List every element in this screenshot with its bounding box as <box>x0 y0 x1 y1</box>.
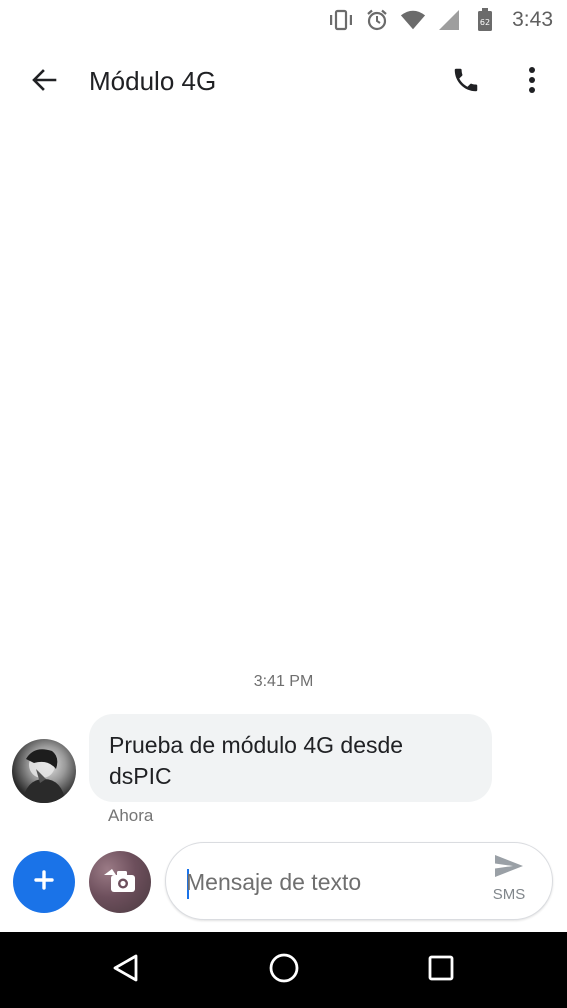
app-bar <box>0 44 567 120</box>
status-time: 3:43 <box>512 8 553 31</box>
nav-home-button[interactable] <box>262 948 306 992</box>
message-input[interactable] <box>186 863 476 901</box>
vibrate-icon <box>328 7 354 33</box>
call-button[interactable] <box>446 62 486 102</box>
nav-back-button[interactable] <box>104 948 148 992</box>
message-bubble[interactable]: Prueba de módulo 4G desde dsPIC <box>89 714 492 802</box>
send-sms-button[interactable] <box>484 853 534 909</box>
send-sms-label: SMS <box>492 886 526 903</box>
more-options-button[interactable] <box>512 62 552 102</box>
add-attachment-button[interactable] <box>13 851 75 913</box>
compose-box <box>165 842 553 920</box>
svg-text:62: 62 <box>480 18 491 27</box>
status-bar <box>0 0 567 40</box>
square-recents-icon <box>426 953 456 988</box>
back-button[interactable] <box>22 64 66 100</box>
more-vert-icon <box>528 66 536 99</box>
nav-recents-button[interactable] <box>419 948 463 992</box>
send-icon <box>493 853 525 884</box>
camera-gallery-button[interactable] <box>89 851 151 913</box>
contact-avatar[interactable] <box>12 739 76 803</box>
triangle-back-icon <box>111 953 141 988</box>
battery-icon <box>472 7 498 33</box>
wifi-icon <box>400 7 426 33</box>
camera-icon <box>102 865 138 900</box>
message-status: Ahora <box>108 806 154 825</box>
message-timestamp: 3:41 PM <box>253 673 314 690</box>
signal-icon <box>436 7 462 33</box>
arrow-back-icon <box>30 66 58 99</box>
plus-icon <box>33 869 55 896</box>
phone-icon <box>451 65 481 100</box>
navigation-bar <box>0 932 567 1008</box>
circle-home-icon <box>267 951 301 990</box>
conversation-title: Módulo 4G <box>89 66 217 96</box>
alarm-icon <box>364 7 390 33</box>
